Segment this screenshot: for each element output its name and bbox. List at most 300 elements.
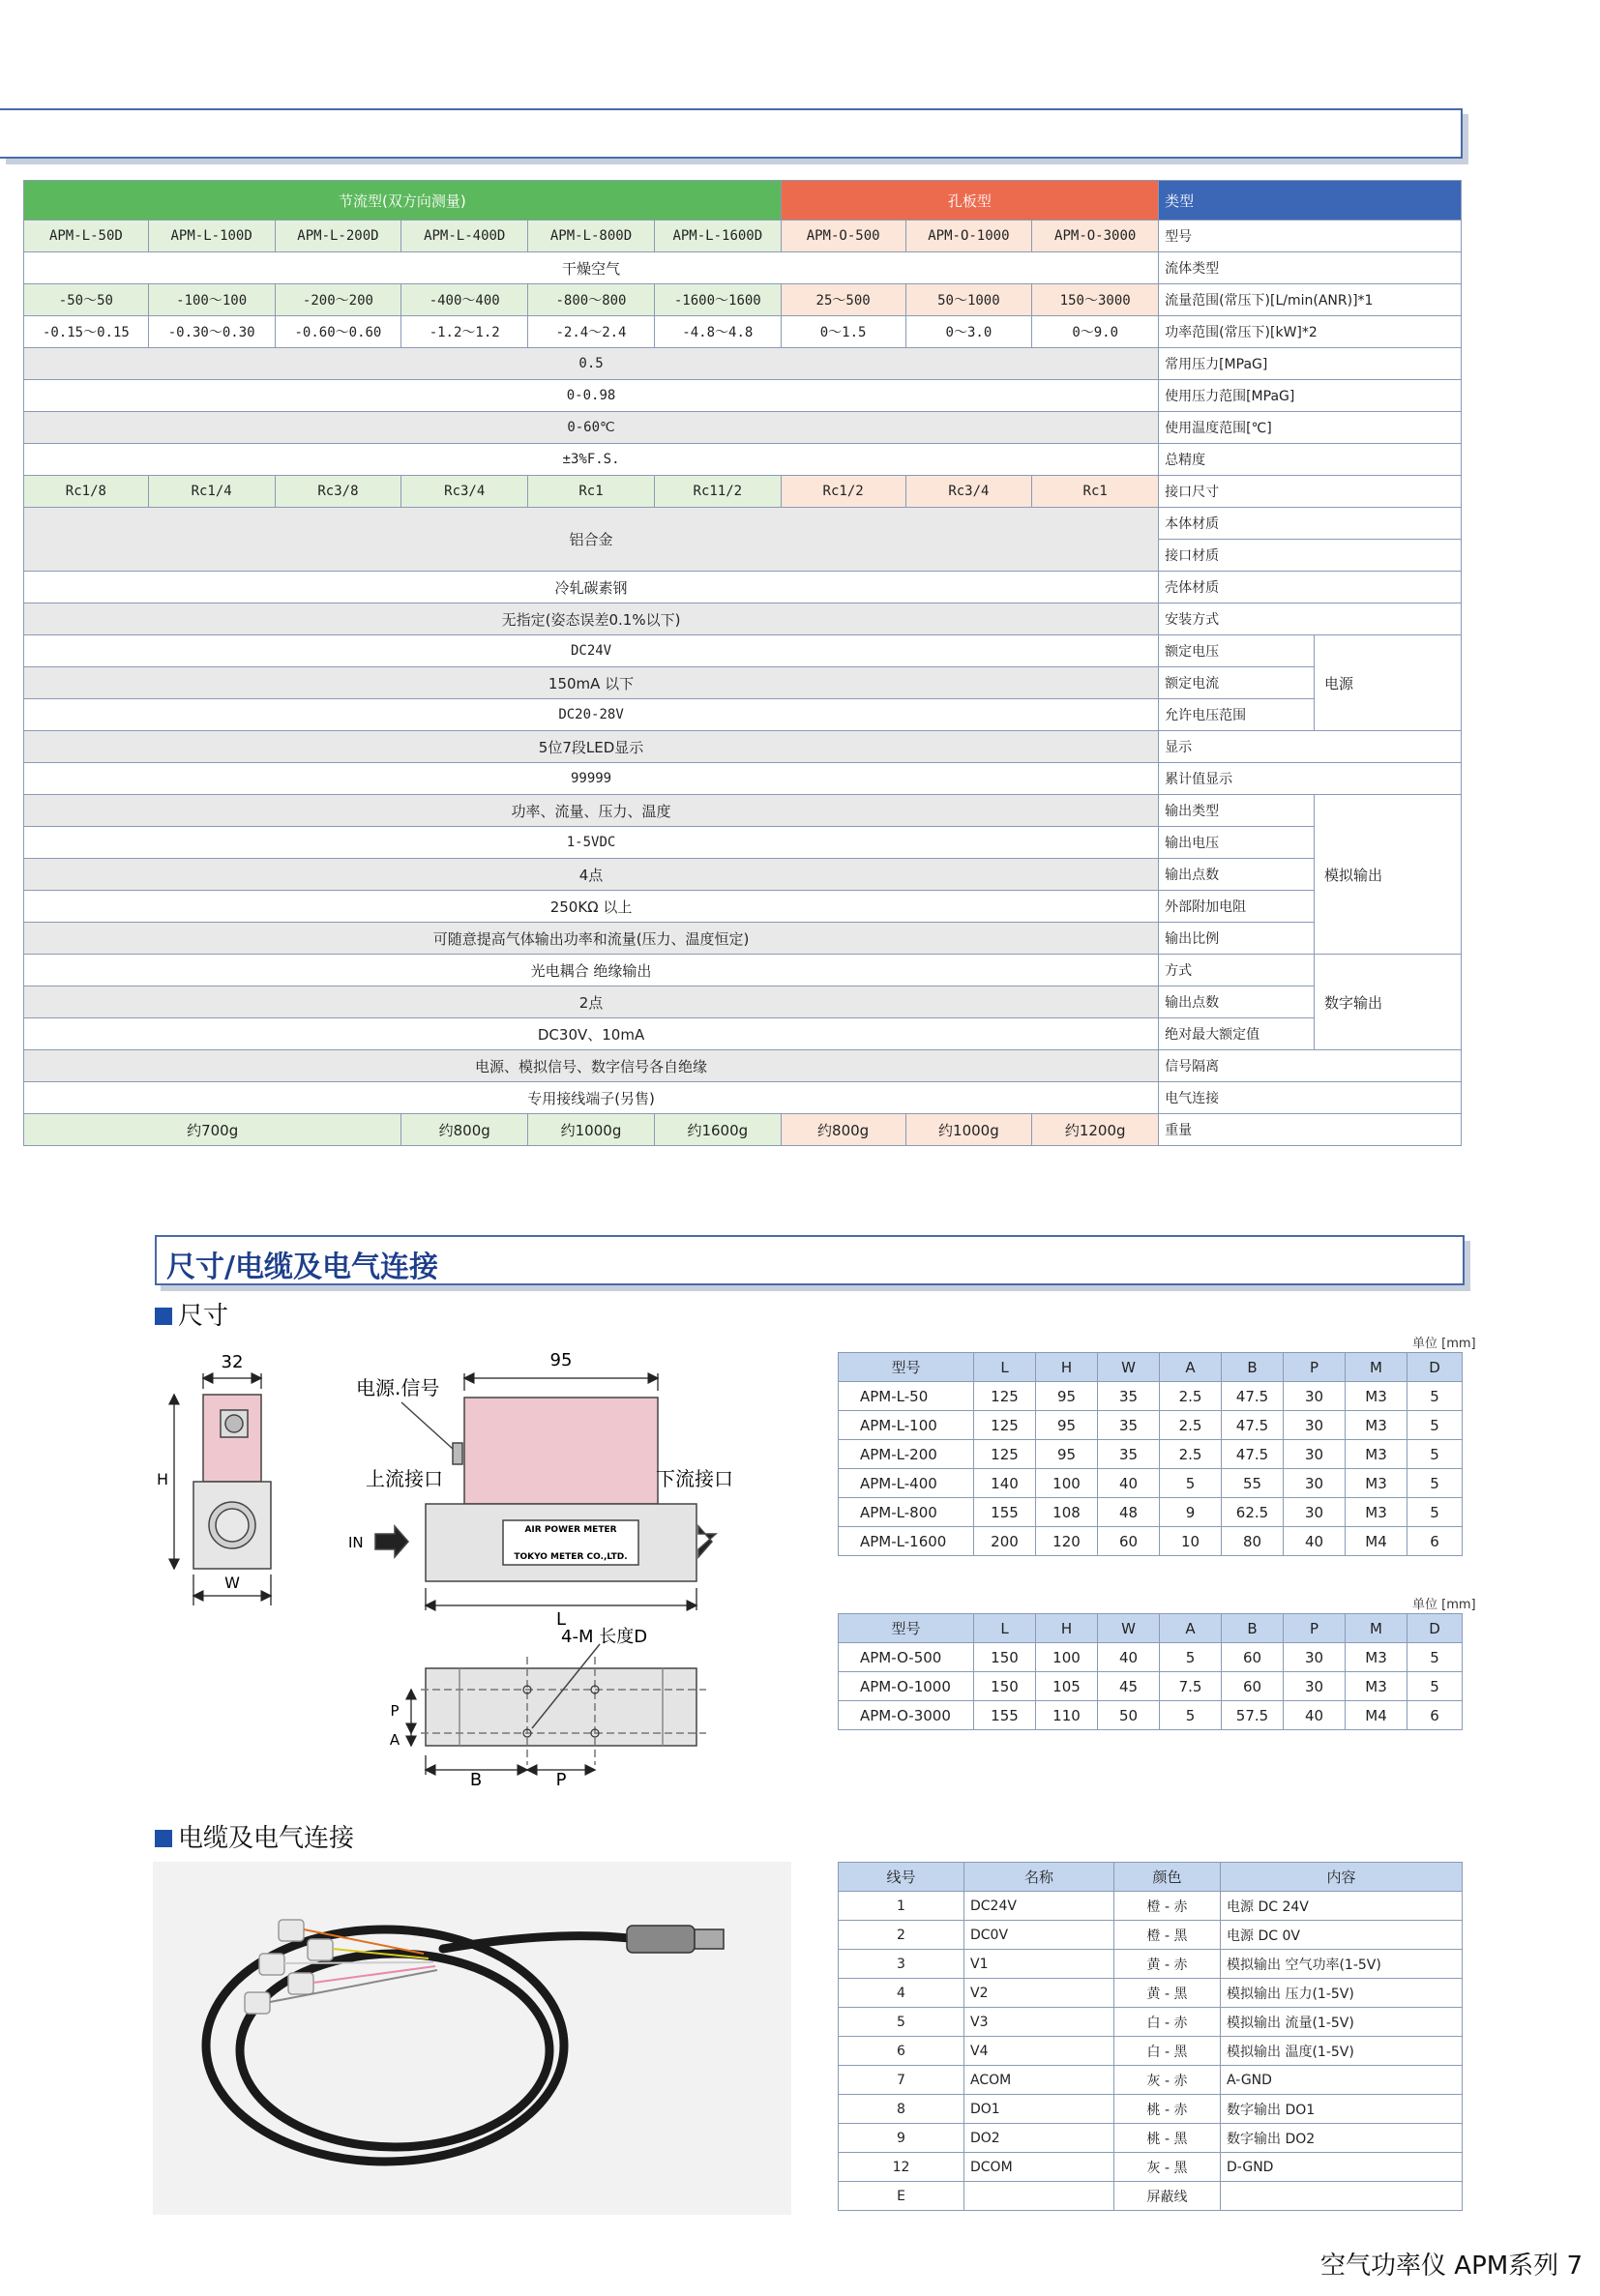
table-row [839, 2095, 1463, 2124]
column-header: 颜色 [1114, 1863, 1221, 1892]
row-label: 壳体材质 [1159, 572, 1462, 603]
power-cell: 0～1.5 [781, 316, 905, 348]
table-cell: 5 [1160, 1643, 1222, 1672]
weight-cell: 约1600g [654, 1114, 781, 1146]
flow-cell: -1600～1600 [654, 284, 781, 316]
table-cell: 48 [1098, 1498, 1160, 1527]
row-label: 输出点数 [1159, 859, 1315, 891]
meter-label-1: AIR POWER METER [524, 1525, 617, 1535]
table-cell: M4 [1346, 1701, 1407, 1730]
pitch-label: P [555, 1770, 567, 1790]
table-cell: 55 [1222, 1469, 1284, 1498]
row-label: 方式 [1159, 955, 1315, 986]
table-cell: 120 [1036, 1527, 1098, 1556]
table-cell: 47.5 [1222, 1382, 1284, 1411]
spec-table [23, 180, 1462, 1146]
table-cell: 12 [839, 2153, 964, 2182]
dimension-heading-text: 尺寸 [178, 1302, 229, 1331]
table-cell [964, 2182, 1114, 2211]
row-label: 电气连接 [1159, 1082, 1462, 1114]
table-cell: 140 [974, 1469, 1036, 1498]
length-label: L [555, 1609, 567, 1630]
group-label-power: 电源 [1315, 635, 1462, 731]
model-cell: APM-L-1600D [654, 221, 781, 252]
table-cell: M3 [1346, 1469, 1407, 1498]
outlet-label: 下流接口 [656, 1467, 733, 1490]
table-cell: 40 [1284, 1701, 1346, 1730]
table-cell: 50 [1098, 1701, 1160, 1730]
table-row [839, 2153, 1463, 2182]
square-bullet-icon [155, 1830, 172, 1847]
table-cell: 模拟输出 流量(1-5V) [1221, 2008, 1463, 2037]
column-header: H [1036, 1614, 1098, 1643]
table-cell: V1 [964, 1950, 1114, 1979]
table-cell: 35 [1098, 1440, 1160, 1469]
table-cell: 桃 - 赤 [1114, 2095, 1221, 2124]
group-header-throttle: 节流型(双方向测量) [24, 181, 782, 221]
table-row [839, 1892, 1463, 1921]
table-cell: A-GND [1221, 2066, 1463, 2095]
row-label: 额定电流 [1159, 667, 1315, 699]
cable-heading-text: 电缆及电气连接 [178, 1824, 355, 1853]
column-header: 型号 [839, 1614, 974, 1643]
flow-cell: 25～500 [781, 284, 905, 316]
accuracy-value: ±3%F.S. [24, 444, 1159, 476]
table-cell: 桃 - 黑 [1114, 2124, 1221, 2153]
port-cell: Rc11/2 [654, 476, 781, 508]
table-cell: APM-L-400 [839, 1469, 974, 1498]
power-cell: -4.8～4.8 [654, 316, 781, 348]
column-header: 线号 [839, 1863, 964, 1892]
table-row [839, 2182, 1463, 2211]
port-cell: Rc1/8 [24, 476, 149, 508]
section-header [155, 1235, 1465, 1285]
meter-label-2: TOKYO METER CO.,LTD. [514, 1552, 628, 1562]
table-cell: 5 [839, 2008, 964, 2037]
digital-method-value: 光电耦合 绝缘输出 [24, 955, 1159, 986]
dimension-table-o [838, 1613, 1463, 1730]
row-label: 额定电压 [1159, 635, 1315, 667]
table-cell: 60 [1098, 1527, 1160, 1556]
table-cell: 6 [1407, 1701, 1463, 1730]
table-cell: 数字输出 DO1 [1221, 2095, 1463, 2124]
row-label: 信号隔离 [1159, 1050, 1462, 1082]
column-header: P [1284, 1353, 1346, 1382]
model-cell: APM-L-100D [148, 221, 275, 252]
table-row [839, 1498, 1463, 1527]
table-cell: 80 [1222, 1527, 1284, 1556]
table-cell: 橙 - 黑 [1114, 1921, 1221, 1950]
pressure-range-value: 0-0.98 [24, 380, 1159, 412]
table-cell: 60 [1222, 1672, 1284, 1701]
port-cell: Rc1 [528, 476, 655, 508]
power-cell: -1.2～1.2 [401, 316, 528, 348]
table-cell: APM-L-100 [839, 1411, 974, 1440]
column-header: 名称 [964, 1863, 1114, 1892]
group-header-orifice: 孔板型 [781, 181, 1158, 221]
bottom-view [411, 1644, 706, 1775]
column-header: W [1098, 1353, 1160, 1382]
weight-cell: 约1000g [528, 1114, 655, 1146]
table-row [839, 1672, 1463, 1701]
port-cell: Rc3/4 [401, 476, 528, 508]
column-header: M [1346, 1614, 1407, 1643]
table-cell: 30 [1284, 1469, 1346, 1498]
fluid-value: 干燥空气 [24, 252, 1159, 284]
table-cell: 5 [1407, 1411, 1463, 1440]
table-cell: 150 [974, 1672, 1036, 1701]
table-cell: APM-O-1000 [839, 1672, 974, 1701]
cable-heading [155, 1818, 354, 1854]
table-cell: 155 [974, 1701, 1036, 1730]
model-cell: APM-L-50D [24, 221, 149, 252]
table-cell: 35 [1098, 1382, 1160, 1411]
model-cell: APM-O-1000 [905, 221, 1032, 252]
square-bullet-icon [155, 1308, 172, 1325]
table-cell: 5 [1160, 1701, 1222, 1730]
table-cell: 9 [1160, 1498, 1222, 1527]
table-cell: 150 [974, 1643, 1036, 1672]
weight-cell: 约800g [781, 1114, 905, 1146]
table-cell: APM-L-50 [839, 1382, 974, 1411]
column-header: D [1407, 1353, 1463, 1382]
cable-table [838, 1862, 1463, 2211]
column-header: A [1160, 1353, 1222, 1382]
flow-cell: -400～400 [401, 284, 528, 316]
table-cell: 2 [839, 1921, 964, 1950]
output-voltage-value: 1-5VDC [24, 827, 1159, 859]
output-type-value: 功率、流量、压力、温度 [24, 795, 1159, 827]
power-cell: -0.15～0.15 [24, 316, 149, 348]
table-cell: 灰 - 赤 [1114, 2066, 1221, 2095]
column-header: D [1407, 1614, 1463, 1643]
column-header: W [1098, 1614, 1160, 1643]
group-label-analog: 模拟输出 [1315, 795, 1462, 955]
power-cell: -0.30～0.30 [148, 316, 275, 348]
flow-cell: 150～3000 [1032, 284, 1159, 316]
table-cell: 5 [1407, 1643, 1463, 1672]
cable-photo [153, 1862, 791, 2215]
table-cell: D-GND [1221, 2153, 1463, 2182]
table-cell: 5 [1160, 1469, 1222, 1498]
pitch-label-vertical: P [390, 1702, 400, 1720]
cumulative-value: 99999 [24, 763, 1159, 795]
table-cell: 8 [839, 2095, 964, 2124]
table-cell: 95 [1036, 1382, 1098, 1411]
table-header-row [839, 1353, 1463, 1382]
port-cell: Rc1/4 [148, 476, 275, 508]
table-cell: 5 [1407, 1469, 1463, 1498]
flow-cell: -800～800 [528, 284, 655, 316]
table-cell: 108 [1036, 1498, 1098, 1527]
weight-cell: 约1200g [1032, 1114, 1159, 1146]
hole-label: 4-M 长度D [561, 1627, 648, 1647]
table-cell: 30 [1284, 1643, 1346, 1672]
column-header: B [1222, 1353, 1284, 1382]
table-cell: E [839, 2182, 964, 2211]
table-cell: 2.5 [1160, 1382, 1222, 1411]
row-label: 流体类型 [1159, 252, 1462, 284]
model-cell: APM-O-500 [781, 221, 905, 252]
group-label-digital: 数字输出 [1315, 955, 1462, 1050]
table-cell: 100 [1036, 1643, 1098, 1672]
table-row [839, 2037, 1463, 2066]
table-row [839, 1950, 1463, 1979]
table-cell: 95 [1036, 1411, 1098, 1440]
table-row [839, 2008, 1463, 2037]
in-label: IN [348, 1534, 364, 1551]
flow-cell: -50～50 [24, 284, 149, 316]
table-cell: APM-L-1600 [839, 1527, 974, 1556]
table-cell: 模拟输出 压力(1-5V) [1221, 1979, 1463, 2008]
row-label: 接口尺寸 [1159, 476, 1462, 508]
port-cell: Rc3/4 [905, 476, 1032, 508]
port-cell: Rc1 [1032, 476, 1159, 508]
voltage-range-value: DC20-28V [24, 699, 1159, 731]
table-cell: DO2 [964, 2124, 1114, 2153]
table-cell: 电源 DC 24V [1221, 1892, 1463, 1921]
mounting-value: 无指定(姿态误差0.1%以下) [24, 603, 1159, 635]
output-points-value: 4点 [24, 859, 1159, 891]
table-row [839, 1979, 1463, 2008]
column-header: B [1222, 1614, 1284, 1643]
row-label: 输出比例 [1159, 923, 1315, 955]
dimension-drawing [145, 1335, 733, 1790]
row-label: 安装方式 [1159, 603, 1462, 635]
table-cell: 黄 - 黑 [1114, 1979, 1221, 2008]
table-cell: M3 [1346, 1643, 1407, 1672]
digital-points-value: 2点 [24, 986, 1159, 1018]
table-cell: 5 [1407, 1498, 1463, 1527]
dimension-heading [155, 1296, 228, 1332]
side-view [174, 1373, 271, 1605]
table-cell: 灰 - 黑 [1114, 2153, 1221, 2182]
table-cell: 40 [1098, 1643, 1160, 1672]
table-row [839, 2066, 1463, 2095]
row-label: 输出类型 [1159, 795, 1315, 827]
column-header: L [974, 1614, 1036, 1643]
section-title: 尺寸/电缆及电气连接 [166, 1251, 438, 1284]
table-cell: V3 [964, 2008, 1114, 2037]
table-cell: 白 - 赤 [1114, 2008, 1221, 2037]
table-cell: 5 [1407, 1440, 1463, 1469]
table-cell: 155 [974, 1498, 1036, 1527]
row-label: 接口材质 [1159, 540, 1462, 572]
power-cell: -2.4～2.4 [528, 316, 655, 348]
column-header: M [1346, 1353, 1407, 1382]
connection-value: 专用接线端子(另售) [24, 1082, 1159, 1114]
b-label: B [469, 1770, 483, 1790]
table-cell: 60 [1222, 1643, 1284, 1672]
row-label: 显示 [1159, 731, 1462, 763]
table-row [839, 1469, 1463, 1498]
power-signal-label: 电源.信号 [356, 1376, 440, 1399]
display-value: 5位7段LED显示 [24, 731, 1159, 763]
body-material-value: 铝合金 [24, 508, 1159, 572]
dimension-table-l [838, 1352, 1463, 1556]
output-ratio-value: 可随意提高气体输出功率和流量(压力、温度恒定) [24, 923, 1159, 955]
table-cell: DC0V [964, 1921, 1114, 1950]
table-cell: V4 [964, 2037, 1114, 2066]
row-label: 累计值显示 [1159, 763, 1462, 795]
table-cell: 屏蔽线 [1114, 2182, 1221, 2211]
table-row [839, 1527, 1463, 1556]
table-cell: 9 [839, 2124, 964, 2153]
table-cell: M3 [1346, 1440, 1407, 1469]
external-resistance-value: 250KΩ 以上 [24, 891, 1159, 923]
rated-voltage-value: DC24V [24, 635, 1159, 667]
table-cell: 95 [1036, 1440, 1098, 1469]
table-row [839, 1701, 1463, 1730]
width-95-label: 95 [549, 1350, 573, 1370]
weight-cell: 约1000g [905, 1114, 1032, 1146]
table-cell: 2.5 [1160, 1440, 1222, 1469]
row-label: 使用压力范围[MPaG] [1159, 380, 1462, 412]
pressure-value: 0.5 [24, 348, 1159, 380]
case-material-value: 冷轧碳素钢 [24, 572, 1159, 603]
table-cell: APM-L-800 [839, 1498, 974, 1527]
table-row [839, 2124, 1463, 2153]
row-label: 重量 [1159, 1114, 1462, 1146]
port-cell: Rc3/8 [275, 476, 401, 508]
row-label: 绝对最大额定值 [1159, 1018, 1315, 1050]
row-label: 流量范围(常压下)[L/min(ANR)]*1 [1159, 284, 1462, 316]
table-cell: 30 [1284, 1382, 1346, 1411]
weight-cell: 约800g [401, 1114, 528, 1146]
table-cell: DO1 [964, 2095, 1114, 2124]
temp-range-value: 0-60℃ [24, 412, 1159, 444]
table-cell: 47.5 [1222, 1440, 1284, 1469]
table-cell: APM-O-3000 [839, 1701, 974, 1730]
table-cell: 35 [1098, 1411, 1160, 1440]
table-cell: 5 [1407, 1382, 1463, 1411]
table-cell: APM-L-200 [839, 1440, 974, 1469]
page-footer: 空气功率仪 APM系列 7 [1320, 2252, 1583, 2281]
models-row [24, 221, 1462, 252]
table-cell: 数字输出 DO2 [1221, 2124, 1463, 2153]
unit-label: 单位 [mm] [1412, 1598, 1476, 1612]
rated-current-value: 150mA 以下 [24, 667, 1159, 699]
row-label: 使用温度范围[℃] [1159, 412, 1462, 444]
table-cell: 5 [1407, 1672, 1463, 1701]
front-view [375, 1373, 716, 1610]
model-cell: APM-L-800D [528, 221, 655, 252]
table-cell: ACOM [964, 2066, 1114, 2095]
table-cell: 125 [974, 1440, 1036, 1469]
table-cell: 45 [1098, 1672, 1160, 1701]
table-cell: M3 [1346, 1672, 1407, 1701]
table-cell: 57.5 [1222, 1701, 1284, 1730]
table-row [839, 1440, 1463, 1469]
table-cell: M3 [1346, 1382, 1407, 1411]
top-header-bar [0, 108, 1463, 159]
flow-cell: -100～100 [148, 284, 275, 316]
inlet-label: 上流接口 [366, 1467, 443, 1490]
model-cell: APM-L-400D [401, 221, 528, 252]
table-header-row [839, 1863, 1463, 1892]
table-cell: 62.5 [1222, 1498, 1284, 1527]
table-cell: 4 [839, 1979, 964, 2008]
table-cell: 2.5 [1160, 1411, 1222, 1440]
table-cell: 30 [1284, 1498, 1346, 1527]
table-cell: 40 [1284, 1527, 1346, 1556]
row-label: 总精度 [1159, 444, 1462, 476]
column-header: H [1036, 1353, 1098, 1382]
table-cell: 3 [839, 1950, 964, 1979]
flow-cell: 50～1000 [905, 284, 1032, 316]
table-cell: 110 [1036, 1701, 1098, 1730]
row-label: 本体材质 [1159, 508, 1462, 540]
column-header: L [974, 1353, 1036, 1382]
power-cell: -0.60～0.60 [275, 316, 401, 348]
table-cell: DC24V [964, 1892, 1114, 1921]
row-label: 输出电压 [1159, 827, 1315, 859]
table-cell: 40 [1098, 1469, 1160, 1498]
table-cell: 105 [1036, 1672, 1098, 1701]
table-cell: M3 [1346, 1411, 1407, 1440]
group-header-type: 类型 [1159, 181, 1462, 221]
table-row [839, 1921, 1463, 1950]
table-cell: 47.5 [1222, 1411, 1284, 1440]
column-header: 型号 [839, 1353, 974, 1382]
table-cell: 30 [1284, 1440, 1346, 1469]
table-cell: 30 [1284, 1672, 1346, 1701]
width-32-label: 32 [221, 1352, 244, 1372]
table-cell: 125 [974, 1382, 1036, 1411]
table-cell [1221, 2182, 1463, 2211]
row-label: 型号 [1159, 221, 1462, 252]
table-cell: 7.5 [1160, 1672, 1222, 1701]
column-header: P [1284, 1614, 1346, 1643]
table-cell: V2 [964, 1979, 1114, 2008]
table-cell: 1 [839, 1892, 964, 1921]
row-label: 常用压力[MPaG] [1159, 348, 1462, 380]
table-row [839, 1411, 1463, 1440]
table-cell: 模拟输出 温度(1-5V) [1221, 2037, 1463, 2066]
table-cell: 7 [839, 2066, 964, 2095]
table-cell: 30 [1284, 1411, 1346, 1440]
table-cell: 10 [1160, 1527, 1222, 1556]
row-label: 外部附加电阻 [1159, 891, 1315, 923]
table-cell: 100 [1036, 1469, 1098, 1498]
table-cell: APM-O-500 [839, 1643, 974, 1672]
table-cell: 橙 - 赤 [1114, 1892, 1221, 1921]
table-header-row [839, 1614, 1463, 1643]
table-cell: 黄 - 赤 [1114, 1950, 1221, 1979]
table-cell: 模拟输出 空气功率(1-5V) [1221, 1950, 1463, 1979]
table-cell: M3 [1346, 1498, 1407, 1527]
unit-label: 单位 [mm] [1412, 1337, 1476, 1351]
table-cell: 6 [1407, 1527, 1463, 1556]
row-label: 输出点数 [1159, 986, 1315, 1018]
model-cell: APM-L-200D [275, 221, 401, 252]
height-label: H [156, 1470, 169, 1488]
table-cell: 125 [974, 1411, 1036, 1440]
row-label: 允许电压范围 [1159, 699, 1315, 731]
flow-cell: -200～200 [275, 284, 401, 316]
table-cell: 6 [839, 2037, 964, 2066]
isolation-value: 电源、模拟信号、数字信号各自绝缘 [24, 1050, 1159, 1082]
table-row [839, 1382, 1463, 1411]
a-label: A [389, 1731, 400, 1749]
column-header: A [1160, 1614, 1222, 1643]
table-cell: 200 [974, 1527, 1036, 1556]
absolute-max-value: DC30V、10mA [24, 1018, 1159, 1050]
table-cell: DCOM [964, 2153, 1114, 2182]
table-cell: M4 [1346, 1527, 1407, 1556]
port-cell: Rc1/2 [781, 476, 905, 508]
table-cell: 电源 DC 0V [1221, 1921, 1463, 1950]
